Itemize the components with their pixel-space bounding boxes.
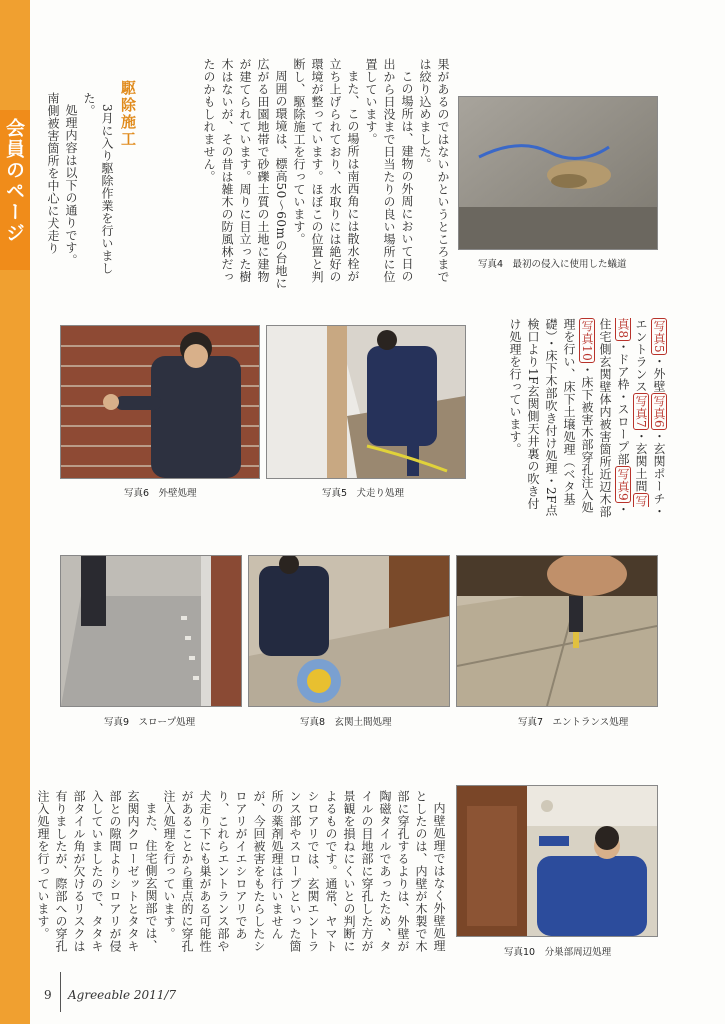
paragraph: 南側被害箇所を中心に犬走り: [46, 92, 60, 255]
paragraph: また、この場所は南西角には散水栓が立ち上げられており、水取りには絶好の環境が整っています。ほぼこの位置と判断し、駆除施工を行っています。: [292, 58, 360, 283]
text-span: ・玄関ポーチ・エントランス: [634, 318, 666, 518]
paragraph-photo-refs: [506, 318, 668, 518]
text-column-bottom: [36, 790, 448, 962]
magazine-title: Agreeable 2011/7: [68, 988, 177, 1002]
paragraph: この場所は、建物の外周において日の出から日没まで日当たりの良い場所に位置しています。: [364, 58, 414, 283]
footer-rule: [60, 972, 61, 1012]
text-span: ・床下被害木部穿孔注入処理を行い、床下土壌処理（ベタ基礎）・床下木部吹き付け処理・2F点検口より1F玄関側天井裏の吹き付け処理を行っています。: [508, 318, 594, 517]
photo-6: [60, 325, 260, 479]
paragraph: 周囲の環境は、標高50～60mの台地に広がる田園地帯で砂礫土質の土地に建物が建てられています。周りに目立った樹木はないが、その昔は雑木の防風林だったのかもしれません。: [202, 58, 288, 290]
caption-photo-7: 写真7 エントランス処理: [518, 717, 629, 728]
photo-ref-7: 写真7: [634, 395, 648, 429]
caption-photo-8: 写真8 玄関土間処理: [300, 717, 392, 728]
page-number: 9: [44, 988, 52, 1002]
paragraph: 内壁処理ではなく外壁処理としたのは、内壁が木製で木部に穿孔するよりは、外壁が陶磁タイルであったため、タイルの目地部に穿孔した方が景観を損ねにくいとの判断によるものです。通常、ヤマトシロアリでは、玄関エントランス部やスロープといった箇所の薬剤処理は行いませんが、今回被害をもたらしたシロアリがイエシロアリであり、これらエントランス部や犬走り下にも巣がある可能性があることから重点的に穿孔注入処理を行っています。: [162, 790, 446, 953]
text-span: ・玄関土間: [634, 430, 648, 493]
photo-5: [266, 325, 466, 479]
photo-8: [248, 555, 450, 707]
paragraph: 処理内容は以下の通りです。: [64, 104, 78, 267]
paragraph: 3月に入り駆除作業を行いました。: [82, 92, 114, 275]
text-column-intro: [46, 92, 116, 292]
photo-ref-9: 写真9: [616, 467, 630, 501]
photo-9: [60, 555, 242, 707]
section-heading: 駆除施工: [119, 80, 137, 148]
photo-ref-8: 写真8: [616, 318, 648, 508]
photo-4: [458, 96, 658, 250]
text-span: ・ドア枠・スロープ部: [616, 340, 630, 466]
paragraph: 果があるのではないかというところまでは絞り込めました。: [418, 58, 450, 283]
text-span: ・外壁: [652, 355, 666, 393]
caption-photo-5: 写真5 犬走り処理: [322, 488, 405, 499]
section-side-label: 会員のページ: [3, 118, 25, 244]
caption-photo-6: 写真6 外壁処理: [124, 488, 197, 499]
text-column-mid: [478, 318, 668, 518]
text-column-top: [142, 58, 452, 293]
photo-7: [456, 555, 658, 707]
photo-10: [456, 785, 658, 937]
caption-photo-9: 写真9 スロープ処理: [104, 717, 196, 728]
caption-photo-10: 写真10 分巣部周辺処理: [504, 947, 612, 958]
caption-photo-4: 写真4 最初の侵入に使用した蟻道: [478, 259, 627, 270]
text-span: ・住宅側玄関壁体内被害箇所近辺木部: [598, 318, 630, 518]
photo-ref-6: 写真6: [652, 394, 666, 428]
photo-ref-10: 写真10: [580, 320, 594, 362]
paragraph: また、住宅側玄関部では、玄関内クローゼットとタタキ部との隙間よりシロアリが侵入していましたので、タタキ部タイル角が欠けるリスクは有りましたが、際部への穿孔注入処理を行っています。: [36, 790, 158, 953]
photo-ref-5: 写真5: [652, 320, 666, 354]
